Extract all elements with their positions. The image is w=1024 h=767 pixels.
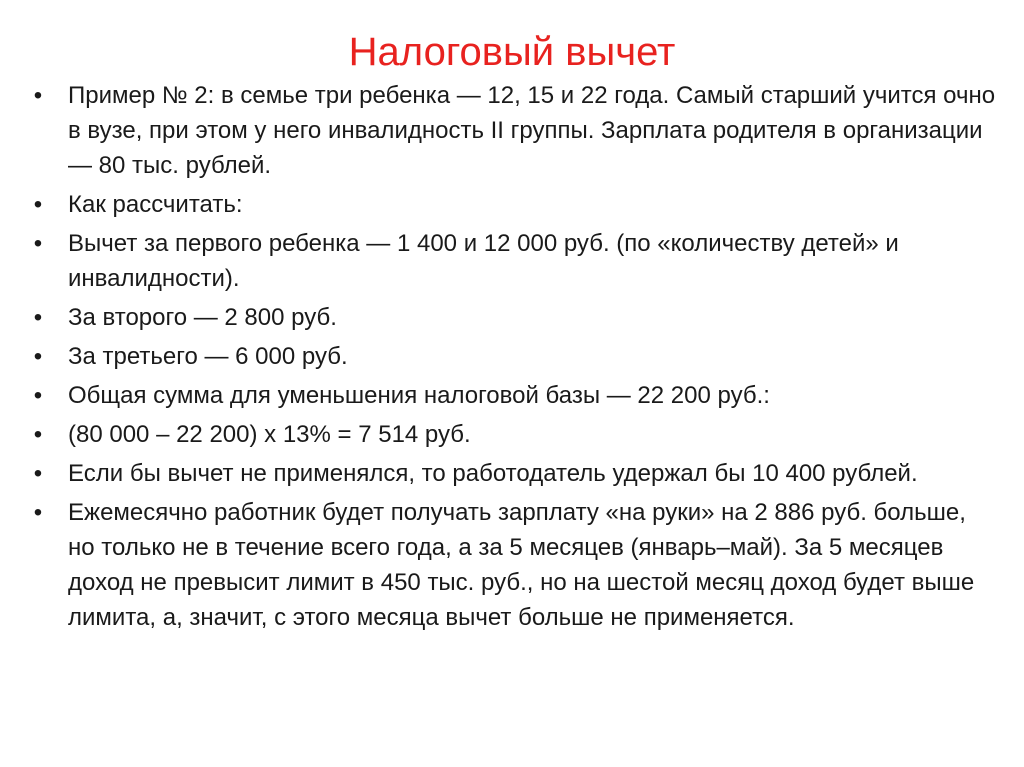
bullet-text: Ежемесячно работник будет получать зарплату «на руки» на 2 886 руб. больше, но только не в течение всего года, а за 5 месяцев (январь–май). За 5 месяцев доход не превысит лимит в 450 тыс. руб., но на шестой месяц доход будет выше лимита, а, значит, с этого месяца вычет больше не применяется. [68,499,975,631]
bullet-text: Если бы вычет не применялся, то работодатель удержал бы 10 400 рублей. [68,460,918,487]
bullet-dot-icon: • [33,230,43,257]
bullet-text: За третьего — 6 000 руб. [68,343,348,370]
bullet-item [28,417,998,452]
bullet-item [28,378,998,413]
bullet-list [28,78,998,639]
bullet-item [28,495,998,635]
bullet-dot-icon: • [33,343,43,370]
bullet-item [28,187,998,222]
bullet-dot-icon: • [33,499,43,526]
bullet-item [28,456,998,491]
slide-title: Налоговый вычет [348,30,676,74]
bullet-dot-icon: • [33,460,43,487]
bullet-item [28,300,998,335]
bullet-text: Общая сумма для уменьшения налоговой базы — 22 200 руб.: [68,382,770,409]
bullet-dot-icon: • [33,421,43,448]
bullet-item [28,339,998,374]
bullet-dot-icon: • [33,191,43,218]
bullet-text: Пример № 2: в семье три ребенка — 12, 15 и 22 года. Самый старший учится очно в вузе, при этом у него инвалидность II группы. Зарплата родителя в организации — 80 тыс. рублей. [68,82,996,179]
bullet-dot-icon: • [33,304,43,331]
bullet-dot-icon: • [33,382,43,409]
bullet-dot-icon: • [33,82,43,109]
bullet-text: За второго — 2 800 руб. [68,304,337,331]
bullet-text: Вычет за первого ребенка — 1 400 и 12 000 руб. (по «количеству детей» и инвалидности). [68,230,899,292]
bullet-item [28,78,998,183]
bullet-text: Как рассчитать: [68,191,243,218]
bullet-text: (80 000 – 22 200) х 13% = 7 514 руб. [68,421,471,448]
bullet-item [28,226,998,296]
